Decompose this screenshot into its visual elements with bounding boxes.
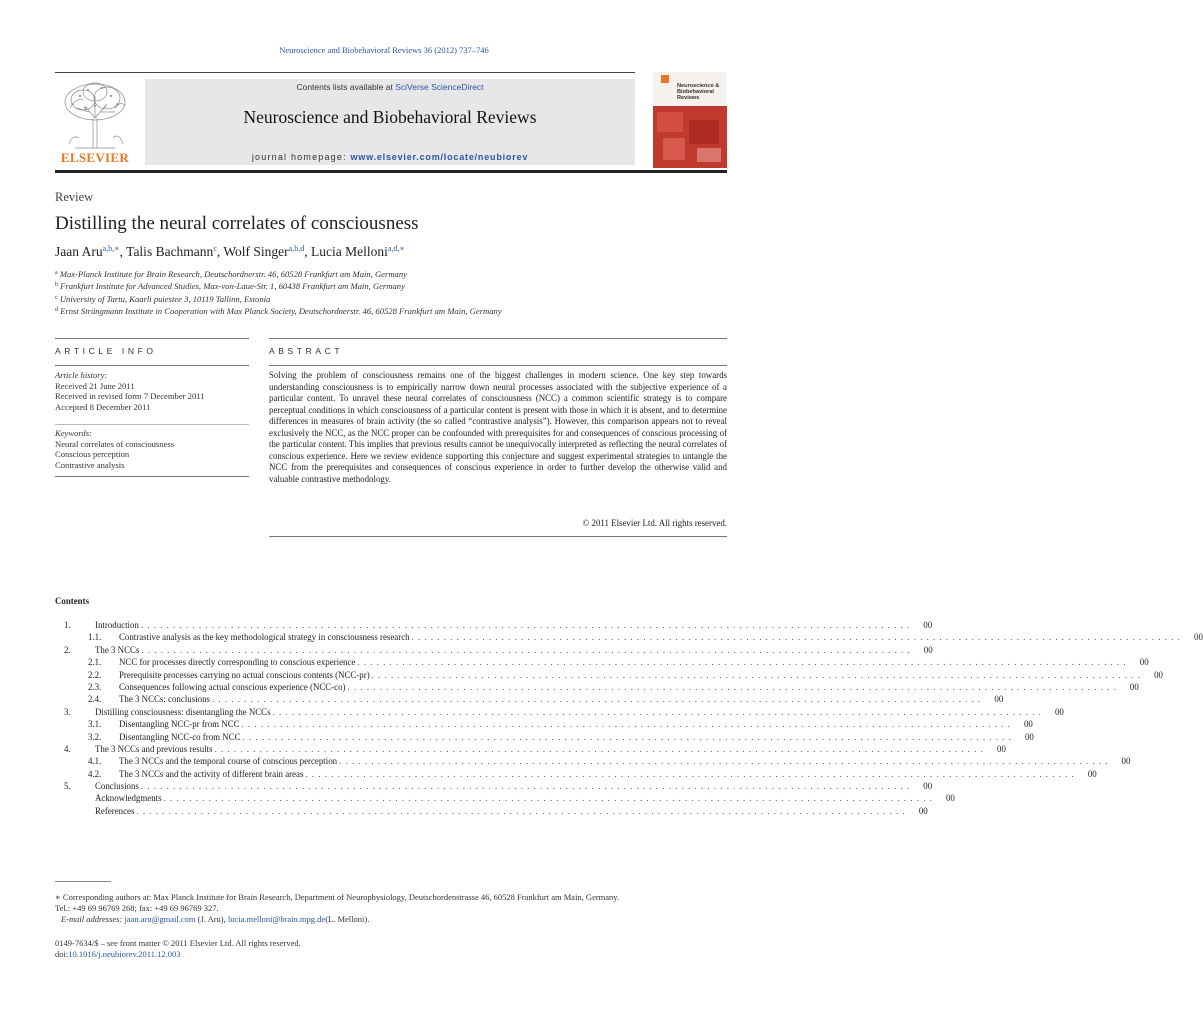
toc-entry-page[interactable]: 00 <box>1121 756 1131 767</box>
toc-entry[interactable] <box>55 768 1097 780</box>
email-owner: (J. Aru), <box>195 914 228 925</box>
affiliation-item <box>55 293 502 305</box>
toc-entry[interactable] <box>55 731 1034 743</box>
toc-entry-title[interactable]: Distilling consciousness: disentangling the NCCs <box>95 706 271 717</box>
article-info-heading: ARTICLE INFO <box>55 346 157 356</box>
email-owner: (L. Melloni). <box>325 914 370 925</box>
author-name[interactable]: Lucia Melloni <box>310 244 388 259</box>
toc-entry[interactable] <box>55 780 933 792</box>
affiliation-mark: b <box>55 282 58 289</box>
toc-dot-leader: . . . . . . . . . . . . . . . . . . . . . . . . . . . . . . . . . . . . . . . . . . . . . . . . . . . . . . . . . . . . . . . . . . . . . . . . . . . . . . . . . . . . . . . . . . . . . . . . . . . . . . . . . . . . . . . . . . . . . . . . <box>163 793 933 804</box>
toc-entry[interactable] <box>55 644 933 656</box>
toc-entry[interactable] <box>55 718 1033 730</box>
cover-title: Neuroscience & Biobehavioral Reviews <box>677 83 720 101</box>
toc-entry-page[interactable]: 00 <box>997 743 1006 754</box>
author-affiliation-marks[interactable]: a,b,d <box>288 244 305 253</box>
toc-entry-title[interactable]: The 3 NCCs and the activity of different brain areas <box>119 768 304 779</box>
toc-entry-number: 2.2. <box>88 669 102 680</box>
affiliation-item <box>55 305 502 317</box>
toc-dot-leader: . . . . . . . . . . . . . . . . . . . . . . . . . . . . . . . . . . . . . . . . . . . . . . . . . . . . . . . . . . . . . . . . . . . . . . . . . . . . . . . . . . . . . . . . . . . . . . . . . . . . . . . . . . . . . . . . . . . . . . . . <box>136 805 906 816</box>
email-link-melloni[interactable]: lucia.melloni@brain.mpg.de <box>227 914 326 925</box>
sciencedirect-link[interactable]: SciVerse ScienceDirect <box>395 82 484 92</box>
abstract-heading: ABSTRACT <box>269 346 344 356</box>
toc-entry[interactable] <box>55 656 1149 668</box>
toc-dot-leader: . . . . . . . . . . . . . . . . . . . . . . . . . . . . . . . . . . . . . . . . . . . . . . . . . . . . . . . . . . . . . . . . . . . . . . . . . . . . . . . . . . . . . . . . . . . . . . . . . . . . . . . . . . . . . . . . . . . . . . . . <box>214 743 984 754</box>
toc-entry-number: 1. <box>64 620 71 630</box>
affiliations <box>55 268 502 318</box>
header-rule <box>55 72 635 73</box>
email-line <box>55 914 735 925</box>
toc-entry-title[interactable]: The 3 NCCs <box>95 644 140 655</box>
abstract-rule <box>269 365 727 366</box>
toc-entry-title[interactable]: NCC for processes directly corresponding to conscious experience <box>119 657 356 668</box>
toc-entry-number: 2.1. <box>88 657 102 668</box>
toc-entry-page[interactable]: 00 <box>923 781 933 792</box>
affiliation-text: Frankfurt Institute for Advanced Studies, Max-von-Laue-Str. 1, 60438 Frankfurt am Main, Germany <box>60 281 405 292</box>
accepted-date: Accepted 8 December 2011 <box>55 401 151 412</box>
toc-entry-title[interactable]: Prerequisite processes carrying no actual conscious contents (NCC-pr) <box>119 669 370 680</box>
toc-entry-number: 3.2. <box>88 731 102 742</box>
toc-entry-title[interactable]: Conclusions <box>95 781 139 792</box>
corresponding-authors: ∗ Corresponding authors at: Max Planck Institute for Brain Research, Department of Neurophysiology, Deutschordenstrasse 46, 60528 Frankfurt am Main, Germany. <box>55 892 620 902</box>
keywords <box>55 428 174 470</box>
toc-entry-number: 4. <box>64 743 71 754</box>
toc-entry-number: 2.3. <box>88 681 102 692</box>
corresponding-footnote <box>55 892 735 926</box>
keyword-item: Contrastive analysis <box>55 459 125 470</box>
issn-line: 0149-7634/$ – see front matter © 2011 Elsevier Ltd. All rights reserved. <box>55 938 301 948</box>
author-name[interactable]: Wolf Singer <box>223 244 289 259</box>
toc-entry-page[interactable]: 00 <box>1154 669 1163 680</box>
article-history <box>55 370 205 412</box>
toc-entry-number: 2. <box>64 644 71 655</box>
toc-entry-title[interactable]: Contrastive analysis as the key methodological strategy in consciousness research <box>119 632 410 643</box>
journal-banner <box>145 79 635 165</box>
toc-entry[interactable] <box>55 743 1006 755</box>
affiliation-item <box>55 280 502 292</box>
toc-dot-leader: . . . . . . . . . . . . . . . . . . . . . . . . . . . . . . . . . . . . . . . . . . . . . . . . . . . . . . . . . . . . . . . . . . . . . . . . . . . . . . . . . . . . . . . . . . . . . . . . . . . . . . . . . . . . . . . . . . . . . . . . <box>347 681 1117 692</box>
author-list <box>55 244 405 260</box>
article-info-rule <box>55 338 249 339</box>
email-label: E-mail addresses: <box>61 914 123 925</box>
front-matter <box>55 938 301 960</box>
homepage-prefix: journal homepage: <box>251 152 351 162</box>
copyright-notice: © 2011 Elsevier Ltd. All rights reserved. <box>582 518 727 528</box>
toc-entry[interactable] <box>55 619 933 631</box>
keywords-rule <box>55 424 249 425</box>
toc-entry-number: 3.1. <box>88 719 102 730</box>
toc-dot-leader: . . . . . . . . . . . . . . . . . . . . . . . . . . . . . . . . . . . . . . . . . . . . . . . . . . . . . . . . . . . . . . . . . . . . . . . . . . . . . . . . . . . . . . . . . . . . . . . . . . . . . . . . . . . . . . . . . . . . . . . . <box>140 781 911 792</box>
toc-dot-leader: . . . . . . . . . . . . . . . . . . . . . . . . . . . . . . . . . . . . . . . . . . . . . . . . . . . . . . . . . . . . . . . . . . . . . . . . . . . . . . . . . . . . . . . . . . . . . . . . . . . . . . . . . . . . . . . . . . . . . . . . <box>305 768 1075 779</box>
toc-entry-number: 2.4. <box>88 694 102 705</box>
affiliation-text: Max-Planck Institute for Brain Research, Deutschordnerstr. 46, 60528 Frankfurt am Main, Germany <box>59 269 407 279</box>
toc-entry-page[interactable]: 00 <box>945 793 955 804</box>
toc-entry[interactable] <box>55 631 1203 643</box>
author-separator: , <box>216 244 224 259</box>
toc-dot-leader: . . . . . . . . . . . . . . . . . . . . . . . . . . . . . . . . . . . . . . . . . . . . . . . . . . . . . . . . . . . . . . . . . . . . . . . . . . . . . . . . . . . . . . . . . . . . . . . . . . . . . . . . . . . . . . . . . . . . . . . . <box>140 620 911 630</box>
toc-entry-number: 4.2. <box>88 768 102 779</box>
toc-dot-leader: . . . . . . . . . . . . . . . . . . . . . . . . . . . . . . . . . . . . . . . . . . . . . . . . . . . . . . . . . . . . . . . . . . . . . . . . . . . . . . . . . . . . . . . . . . . . . . . . . . . . . . . . . . . . . . . . . . . . . . . . <box>211 694 982 705</box>
toc-entry-page[interactable]: 00 <box>1139 657 1149 668</box>
revised-date: Received in revised form 7 December 2011 <box>55 391 205 402</box>
table-of-contents <box>55 619 1203 817</box>
toc-entry-title[interactable]: The 3 NCCs and previous results <box>95 743 213 754</box>
abstract-text: Solving the problem of consciousness remains one of the biggest challenges in modern science. One key step towards understanding consciousness is to empirically narrow down neural processes associated with the subjective experience of a particular content. To unravel these neural correlates of consciousness (NCC) a common scientific strategy is to compare perceptual conditions in which consciousness of a particular content is present with those in which it is absent, and to determine differences in measures of brain activity (the so called “contrastive analysis”). However, this comparison appears not to reveal exclusively the NCC, as the NCC proper can be confounded with prerequisites for and consequences of conscious processing of the particular content. This implies that previous results cannot be unequivocally interpreted as reflecting the neural correlates of conscious experience. Here we review evidence supporting this conjecture and suggest experimental strategies to untangle the NCC from the prerequisites and consequences of conscious experience in order to further develop the otherwise valid and valuable contrastive methodology. <box>269 370 727 484</box>
toc-entry-page[interactable]: 00 <box>1087 768 1097 779</box>
toc-dot-leader: . . . . . . . . . . . . . . . . . . . . . . . . . . . . . . . . . . . . . . . . . . . . . . . . . . . . . . . . . . . . . . . . . . . . . . . . . . . . . . . . . . . . . . . . . . . . . . . . . . . . . . . . . . . . . . . . . . . . . . . . <box>411 632 1181 643</box>
doi-prefix: doi: <box>55 949 69 960</box>
author-affiliation-marks[interactable]: a,b,∗ <box>102 244 120 253</box>
toc-dot-leader: . . . . . . . . . . . . . . . . . . . . . . . . . . . . . . . . . . . . . . . . . . . . . . . . . . . . . . . . . . . . . . . . . . . . . . . . . . . . . . . . . . . . . . . . . . . . . . . . . . . . . . . . . . . . . . . . . . . . . . . . <box>339 756 1109 767</box>
toc-dot-leader: . . . . . . . . . . . . . . . . . . . . . . . . . . . . . . . . . . . . . . . . . . . . . . . . . . . . . . . . . . . . . . . . . . . . . . . . . . . . . . . . . . . . . . . . . . . . . . . . . . . . . . . . . . . . . . . . . . . . . . . . <box>241 719 1011 730</box>
toc-entry-page[interactable]: 00 <box>1023 719 1033 730</box>
availability-prefix: Contents lists available at <box>296 82 396 92</box>
title-rule <box>55 170 727 173</box>
affiliation-text: University of Tartu, Kaarli puiestee 3, 10119 Tallinn, Estonia <box>59 293 271 304</box>
article-info-rule <box>55 476 249 477</box>
affiliation-mark: a <box>55 270 58 276</box>
doi-line <box>55 949 301 960</box>
availability-line <box>145 82 635 92</box>
journal-citation[interactable]: Neuroscience and Biobehavioral Reviews 36 (2012) 737–746 <box>279 45 489 55</box>
journal-homepage <box>145 152 635 162</box>
toc-entry-number <box>55 792 95 804</box>
toc-entry-title[interactable]: Acknowledgments <box>95 793 162 804</box>
contact-phone: Tel.: +49 69 96769 268; fax: +49 69 96769 327. <box>55 903 219 914</box>
author-affiliation-marks[interactable]: a,d,∗ <box>387 244 405 253</box>
toc-entry[interactable] <box>55 681 1139 693</box>
doi-link[interactable]: 10.1016/j.neubiorev.2011.12.003 <box>68 949 181 960</box>
toc-entry[interactable] <box>55 693 1004 705</box>
toc-entry-page[interactable]: 00 <box>918 805 928 816</box>
toc-entry-page[interactable]: 00 <box>1054 706 1064 717</box>
keyword-item: Conscious perception <box>55 449 130 460</box>
author-affiliation-marks[interactable]: c <box>213 244 217 253</box>
elsevier-logo[interactable] <box>55 78 135 166</box>
toc-dot-leader: . . . . . . . . . . . . . . . . . . . . . . . . . . . . . . . . . . . . . . . . . . . . . . . . . . . . . . . . . . . . . . . . . . . . . . . . . . . . . . . . . . . . . . . . . . . . . . . . . . . . . . . . . . . . . . . . . . . . . . . . <box>141 644 911 655</box>
toc-entry[interactable] <box>55 706 1064 718</box>
cover-artwork <box>653 106 727 168</box>
toc-entry-title[interactable]: Disentangling NCC-pr from NCC <box>119 719 240 730</box>
toc-entry[interactable] <box>55 805 928 817</box>
toc-entry-number: 3. <box>64 706 71 717</box>
toc-entry-page[interactable]: 00 <box>923 644 933 655</box>
toc-entry-number: 1.1. <box>88 632 102 643</box>
toc-entry-number: 5. <box>64 781 71 792</box>
journal-title: Neuroscience and Biobehavioral Reviews <box>243 107 537 127</box>
toc-entry-page[interactable]: 00 <box>1194 632 1203 643</box>
affiliation-item <box>55 268 502 280</box>
abstract-rule <box>269 536 727 537</box>
received-date: Received 21 June 2011 <box>55 380 135 391</box>
toc-entry-number: 4.1. <box>88 756 102 767</box>
toc-dot-leader: . . . . . . . . . . . . . . . . . . . . . . . . . . . . . . . . . . . . . . . . . . . . . . . . . . . . . . . . . . . . . . . . . . . . . . . . . . . . . . . . . . . . . . . . . . . . . . . . . . . . . . . . . . . . . . . . . . . . . . . . <box>371 669 1141 680</box>
toc-entry[interactable] <box>55 755 1131 767</box>
author-name[interactable]: Jaan Aru <box>55 244 103 259</box>
article-type: Review <box>55 190 94 204</box>
toc-entry-title[interactable]: Introduction <box>95 620 139 630</box>
toc-entry-page[interactable]: 00 <box>994 694 1004 705</box>
toc-entry-title[interactable]: Disentangling NCC-co from NCC <box>119 731 241 742</box>
toc-entry[interactable] <box>55 669 1163 681</box>
toc-entry-number <box>55 805 95 817</box>
toc-entry-title[interactable]: References <box>95 805 135 816</box>
keywords-label: Keywords: <box>55 428 92 438</box>
article-title: Distilling the neural correlates of consciousness <box>55 213 419 234</box>
toc-entry-page[interactable]: 00 <box>1129 681 1139 692</box>
journal-cover-thumbnail[interactable] <box>653 72 727 168</box>
abstract-rule <box>269 338 727 339</box>
cover-logo-mark <box>661 75 669 83</box>
toc-dot-leader: . . . . . . . . . . . . . . . . . . . . . . . . . . . . . . . . . . . . . . . . . . . . . . . . . . . . . . . . . . . . . . . . . . . . . . . . . . . . . . . . . . . . . . . . . . . . . . . . . . . . . . . . . . . . . . . . . . . . . . . . <box>357 657 1127 668</box>
contents-heading: Contents <box>55 596 90 606</box>
elsevier-wordmark: ELSEVIER <box>60 150 130 165</box>
toc-entry-page[interactable]: 00 <box>923 620 933 630</box>
author-name[interactable]: Talis Bachmann <box>126 244 214 259</box>
toc-entry-title[interactable]: The 3 NCCs: conclusions <box>119 694 210 705</box>
author-separator: , <box>304 244 311 259</box>
history-label: Article history: <box>55 370 108 380</box>
toc-entry-page[interactable]: 00 <box>1024 731 1034 742</box>
toc-entry-title[interactable]: The 3 NCCs and the temporal course of conscious perception <box>119 756 338 767</box>
toc-entry[interactable] <box>55 792 955 804</box>
homepage-link[interactable]: www.elsevier.com/locate/neubiorev <box>350 152 529 162</box>
affiliation-text: Ernst Strüngmann Institute in Cooperation with Max Planck Society, Deutschordnerstr. 46, 60528 Frankfurt am Main, Germany <box>60 306 502 317</box>
affiliation-mark: c <box>55 294 58 301</box>
toc-dot-leader: . . . . . . . . . . . . . . . . . . . . . . . . . . . . . . . . . . . . . . . . . . . . . . . . . . . . . . . . . . . . . . . . . . . . . . . . . . . . . . . . . . . . . . . . . . . . . . . . . . . . . . . . . . . . . . . . . . . . . . . . <box>242 731 1012 742</box>
keyword-item: Neural correlates of consciousness <box>55 438 175 449</box>
toc-dot-leader: . . . . . . . . . . . . . . . . . . . . . . . . . . . . . . . . . . . . . . . . . . . . . . . . . . . . . . . . . . . . . . . . . . . . . . . . . . . . . . . . . . . . . . . . . . . . . . . . . . . . . . . . . . . . . . . . . . . . . . . . <box>272 706 1042 717</box>
footnote-rule <box>55 881 111 882</box>
tree-icon <box>55 78 135 150</box>
article-info-rule <box>55 365 249 366</box>
email-link-aru[interactable]: jaan.aru@gmail.com <box>124 914 196 925</box>
affiliation-mark: d <box>55 307 58 314</box>
author-separator: , <box>119 244 127 259</box>
toc-entry-title[interactable]: Consequences following actual conscious experience (NCC-co) <box>119 681 346 692</box>
